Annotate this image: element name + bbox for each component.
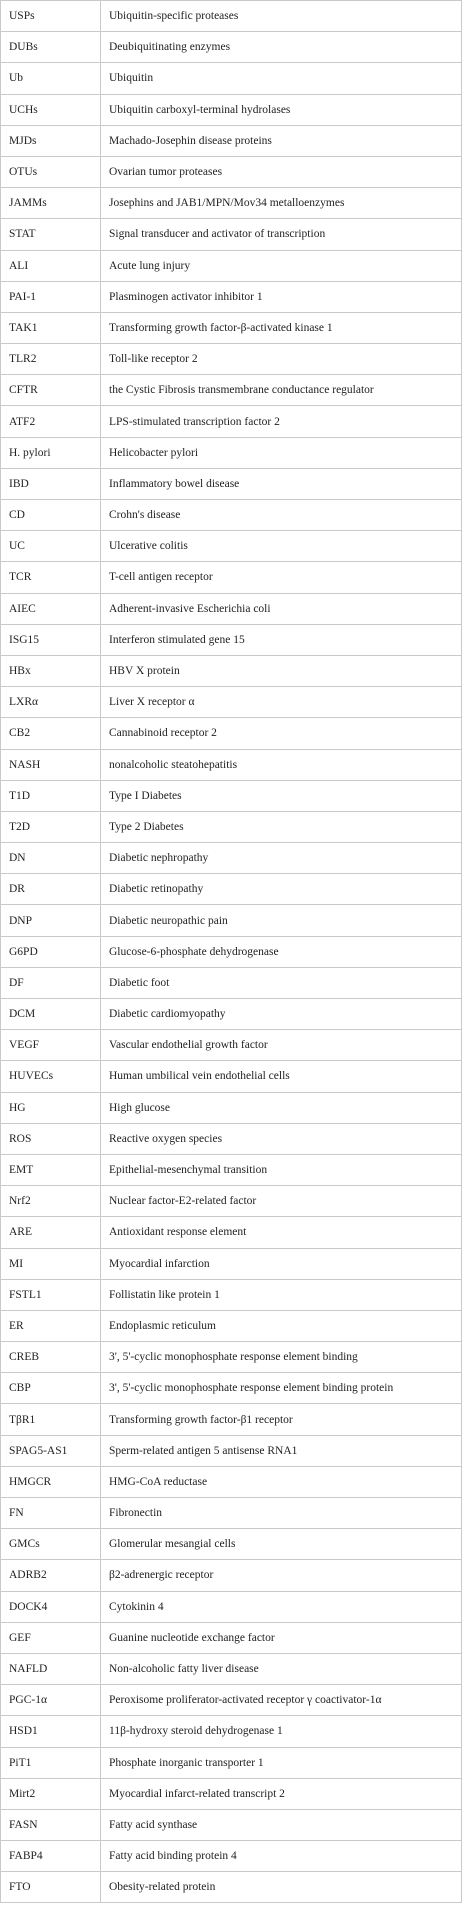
definition-cell: Adherent-invasive Escherichia coli xyxy=(101,593,462,624)
abbreviation-cell: CFTR xyxy=(1,375,101,406)
table-row xyxy=(1,1872,462,1903)
definition-cell: Liver X receptor α xyxy=(101,687,462,718)
abbreviation-cell: FABP4 xyxy=(1,1841,101,1872)
abbreviation-cell: OTUs xyxy=(1,156,101,187)
abbreviation-cell: NASH xyxy=(1,749,101,780)
abbreviation-cell: FN xyxy=(1,1498,101,1529)
definition-cell: Glucose-6-phosphate dehydrogenase xyxy=(101,936,462,967)
abbreviation-cell: PGC-1α xyxy=(1,1685,101,1716)
definition-cell: Diabetic neuropathic pain xyxy=(101,905,462,936)
definition-cell: Transforming growth factor-β-activated kinase 1 xyxy=(101,312,462,343)
definition-cell: Toll-like receptor 2 xyxy=(101,344,462,375)
abbreviation-cell: ATF2 xyxy=(1,406,101,437)
definition-cell: Phosphate inorganic transporter 1 xyxy=(101,1747,462,1778)
table-row xyxy=(1,1685,462,1716)
table-row xyxy=(1,1342,462,1373)
abbreviation-cell: EMT xyxy=(1,1154,101,1185)
table-row xyxy=(1,94,462,125)
table-row xyxy=(1,1841,462,1872)
definition-cell: Myocardial infarction xyxy=(101,1248,462,1279)
abbreviation-cell: GEF xyxy=(1,1622,101,1653)
table-row xyxy=(1,749,462,780)
definition-cell: Sperm-related antigen 5 antisense RNA1 xyxy=(101,1435,462,1466)
abbreviation-cell: TCR xyxy=(1,562,101,593)
table-row xyxy=(1,1747,462,1778)
abbreviation-cell: T2D xyxy=(1,811,101,842)
table-row xyxy=(1,1154,462,1185)
definition-cell: Reactive oxygen species xyxy=(101,1123,462,1154)
abbreviation-cell: FASN xyxy=(1,1809,101,1840)
abbreviation-cell: HSD1 xyxy=(1,1716,101,1747)
table-row xyxy=(1,1061,462,1092)
definition-cell: HMG-CoA reductase xyxy=(101,1466,462,1497)
table-row xyxy=(1,1498,462,1529)
abbreviation-cell: HMGCR xyxy=(1,1466,101,1497)
abbreviation-cell: AIEC xyxy=(1,593,101,624)
definition-cell: T-cell antigen receptor xyxy=(101,562,462,593)
abbreviation-cell: Mirt2 xyxy=(1,1778,101,1809)
definition-cell: Fatty acid synthase xyxy=(101,1809,462,1840)
table-row xyxy=(1,63,462,94)
definition-cell: Signal transducer and activator of transcription xyxy=(101,219,462,250)
table-row xyxy=(1,843,462,874)
definition-cell: β2-adrenergic receptor xyxy=(101,1560,462,1591)
abbreviation-cell: IBD xyxy=(1,468,101,499)
definition-cell: Josephins and JAB1/MPN/Mov34 metalloenzymes xyxy=(101,188,462,219)
abbreviation-cell: TAK1 xyxy=(1,312,101,343)
table-row xyxy=(1,1560,462,1591)
table-row xyxy=(1,1186,462,1217)
abbreviation-cell: ISG15 xyxy=(1,624,101,655)
definition-cell: Antioxidant response element xyxy=(101,1217,462,1248)
definition-cell: Diabetic retinopathy xyxy=(101,874,462,905)
table-row xyxy=(1,874,462,905)
abbreviation-cell: HUVECs xyxy=(1,1061,101,1092)
table-row xyxy=(1,718,462,749)
table-row xyxy=(1,219,462,250)
abbreviation-cell: FSTL1 xyxy=(1,1279,101,1310)
table-row xyxy=(1,1248,462,1279)
table-row xyxy=(1,687,462,718)
definition-cell: Acute lung injury xyxy=(101,250,462,281)
abbreviation-cell: UCHs xyxy=(1,94,101,125)
abbreviation-cell: DN xyxy=(1,843,101,874)
definition-cell: nonalcoholic steatohepatitis xyxy=(101,749,462,780)
abbreviation-cell: LXRα xyxy=(1,687,101,718)
definition-cell: Type I Diabetes xyxy=(101,780,462,811)
abbreviation-cell: FTO xyxy=(1,1872,101,1903)
table-row xyxy=(1,406,462,437)
table-row xyxy=(1,1,462,32)
table-row xyxy=(1,32,462,63)
abbreviation-cell: DNP xyxy=(1,905,101,936)
definition-cell: 11β-hydroxy steroid dehydrogenase 1 xyxy=(101,1716,462,1747)
table-row xyxy=(1,905,462,936)
abbreviation-cell: PiT1 xyxy=(1,1747,101,1778)
definition-cell: Diabetic foot xyxy=(101,967,462,998)
definition-cell: Ubiquitin-specific proteases xyxy=(101,1,462,32)
definition-cell: Glomerular mesangial cells xyxy=(101,1529,462,1560)
table-row xyxy=(1,1030,462,1061)
definition-cell: Plasminogen activator inhibitor 1 xyxy=(101,281,462,312)
definition-cell: Human umbilical vein endothelial cells xyxy=(101,1061,462,1092)
table-row xyxy=(1,500,462,531)
abbreviation-cell: ER xyxy=(1,1310,101,1341)
abbreviation-cell: MI xyxy=(1,1248,101,1279)
definition-cell: Machado-Josephin disease proteins xyxy=(101,125,462,156)
definition-cell: Crohn's disease xyxy=(101,500,462,531)
table-row xyxy=(1,1716,462,1747)
definition-cell: 3', 5'-cyclic monophosphate response element binding xyxy=(101,1342,462,1373)
definition-cell: Non-alcoholic fatty liver disease xyxy=(101,1653,462,1684)
table-row xyxy=(1,1373,462,1404)
definition-cell: 3', 5'-cyclic monophosphate response element binding protein xyxy=(101,1373,462,1404)
table-row xyxy=(1,1809,462,1840)
table-row xyxy=(1,1092,462,1123)
abbreviation-cell: DF xyxy=(1,967,101,998)
abbreviation-cell: VEGF xyxy=(1,1030,101,1061)
abbreviation-cell: Nrf2 xyxy=(1,1186,101,1217)
definition-cell: Ubiquitin carboxyl-terminal hydrolases xyxy=(101,94,462,125)
definition-cell: Cytokinin 4 xyxy=(101,1591,462,1622)
abbreviation-cell: USPs xyxy=(1,1,101,32)
definition-cell: Deubiquitinating enzymes xyxy=(101,32,462,63)
abbreviation-cell: CBP xyxy=(1,1373,101,1404)
table-row xyxy=(1,1622,462,1653)
table-row xyxy=(1,624,462,655)
definition-cell: Ovarian tumor proteases xyxy=(101,156,462,187)
abbreviation-cell: MJDs xyxy=(1,125,101,156)
definition-cell: Ulcerative colitis xyxy=(101,531,462,562)
table-row xyxy=(1,562,462,593)
table-row xyxy=(1,967,462,998)
table-row xyxy=(1,1778,462,1809)
table-row xyxy=(1,437,462,468)
abbreviation-cell: DUBs xyxy=(1,32,101,63)
abbreviation-cell: PAI-1 xyxy=(1,281,101,312)
abbreviation-cell: NAFLD xyxy=(1,1653,101,1684)
definition-cell: Epithelial-mesenchymal transition xyxy=(101,1154,462,1185)
table-row xyxy=(1,655,462,686)
definition-cell: Inflammatory bowel disease xyxy=(101,468,462,499)
definition-cell: Diabetic cardiomyopathy xyxy=(101,999,462,1030)
table-row xyxy=(1,1653,462,1684)
definition-cell: Transforming growth factor-β1 receptor xyxy=(101,1404,462,1435)
table-row xyxy=(1,1591,462,1622)
definition-cell: Diabetic nephropathy xyxy=(101,843,462,874)
definition-cell: LPS-stimulated transcription factor 2 xyxy=(101,406,462,437)
definition-cell: Helicobacter pylori xyxy=(101,437,462,468)
abbreviation-cell: CREB xyxy=(1,1342,101,1373)
definition-cell: Myocardial infarct-related transcript 2 xyxy=(101,1778,462,1809)
abbreviation-cell: ARE xyxy=(1,1217,101,1248)
abbreviation-cell: ALI xyxy=(1,250,101,281)
abbreviation-cell: DR xyxy=(1,874,101,905)
abbreviation-cell: ADRB2 xyxy=(1,1560,101,1591)
definition-cell: Cannabinoid receptor 2 xyxy=(101,718,462,749)
table-row xyxy=(1,936,462,967)
abbreviations-table-body xyxy=(1,1,462,1903)
definition-cell: Fibronectin xyxy=(101,1498,462,1529)
abbreviation-cell: TβR1 xyxy=(1,1404,101,1435)
definition-cell: High glucose xyxy=(101,1092,462,1123)
table-row xyxy=(1,156,462,187)
abbreviation-cell: T1D xyxy=(1,780,101,811)
table-row xyxy=(1,1435,462,1466)
definition-cell: HBV X protein xyxy=(101,655,462,686)
abbreviation-cell: CD xyxy=(1,500,101,531)
table-row xyxy=(1,312,462,343)
table-row xyxy=(1,1123,462,1154)
definition-cell: Fatty acid binding protein 4 xyxy=(101,1841,462,1872)
abbreviation-cell: JAMMs xyxy=(1,188,101,219)
table-row xyxy=(1,531,462,562)
definition-cell: Interferon stimulated gene 15 xyxy=(101,624,462,655)
abbreviation-cell: DOCK4 xyxy=(1,1591,101,1622)
definition-cell: Vascular endothelial growth factor xyxy=(101,1030,462,1061)
table-row xyxy=(1,344,462,375)
definition-cell: the Cystic Fibrosis transmembrane conductance regulator xyxy=(101,375,462,406)
abbreviation-cell: ROS xyxy=(1,1123,101,1154)
table-row xyxy=(1,811,462,842)
abbreviation-cell: Ub xyxy=(1,63,101,94)
definition-cell: Type 2 Diabetes xyxy=(101,811,462,842)
table-row xyxy=(1,1279,462,1310)
definition-cell: Obesity-related protein xyxy=(101,1872,462,1903)
table-row xyxy=(1,125,462,156)
abbreviation-cell: H. pylori xyxy=(1,437,101,468)
table-row xyxy=(1,1529,462,1560)
definition-cell: Follistatin like protein 1 xyxy=(101,1279,462,1310)
abbreviation-cell: HBx xyxy=(1,655,101,686)
table-row xyxy=(1,281,462,312)
definition-cell: Peroxisome proliferator-activated receptor γ coactivator-1α xyxy=(101,1685,462,1716)
table-row xyxy=(1,375,462,406)
table-row xyxy=(1,999,462,1030)
abbreviation-cell: HG xyxy=(1,1092,101,1123)
definition-cell: Guanine nucleotide exchange factor xyxy=(101,1622,462,1653)
table-row xyxy=(1,593,462,624)
definition-cell: Nuclear factor-E2-related factor xyxy=(101,1186,462,1217)
abbreviation-cell: DCM xyxy=(1,999,101,1030)
abbreviation-cell: CB2 xyxy=(1,718,101,749)
table-row xyxy=(1,1310,462,1341)
table-row xyxy=(1,1217,462,1248)
table-row xyxy=(1,468,462,499)
table-row xyxy=(1,1466,462,1497)
abbreviation-cell: GMCs xyxy=(1,1529,101,1560)
definition-cell: Ubiquitin xyxy=(101,63,462,94)
abbreviation-cell: UC xyxy=(1,531,101,562)
abbreviation-cell: G6PD xyxy=(1,936,101,967)
definition-cell: Endoplasmic reticulum xyxy=(101,1310,462,1341)
abbreviation-cell: TLR2 xyxy=(1,344,101,375)
table-row xyxy=(1,1404,462,1435)
table-row xyxy=(1,780,462,811)
abbreviation-cell: SPAG5-AS1 xyxy=(1,1435,101,1466)
abbreviation-cell: STAT xyxy=(1,219,101,250)
table-row xyxy=(1,188,462,219)
table-row xyxy=(1,250,462,281)
